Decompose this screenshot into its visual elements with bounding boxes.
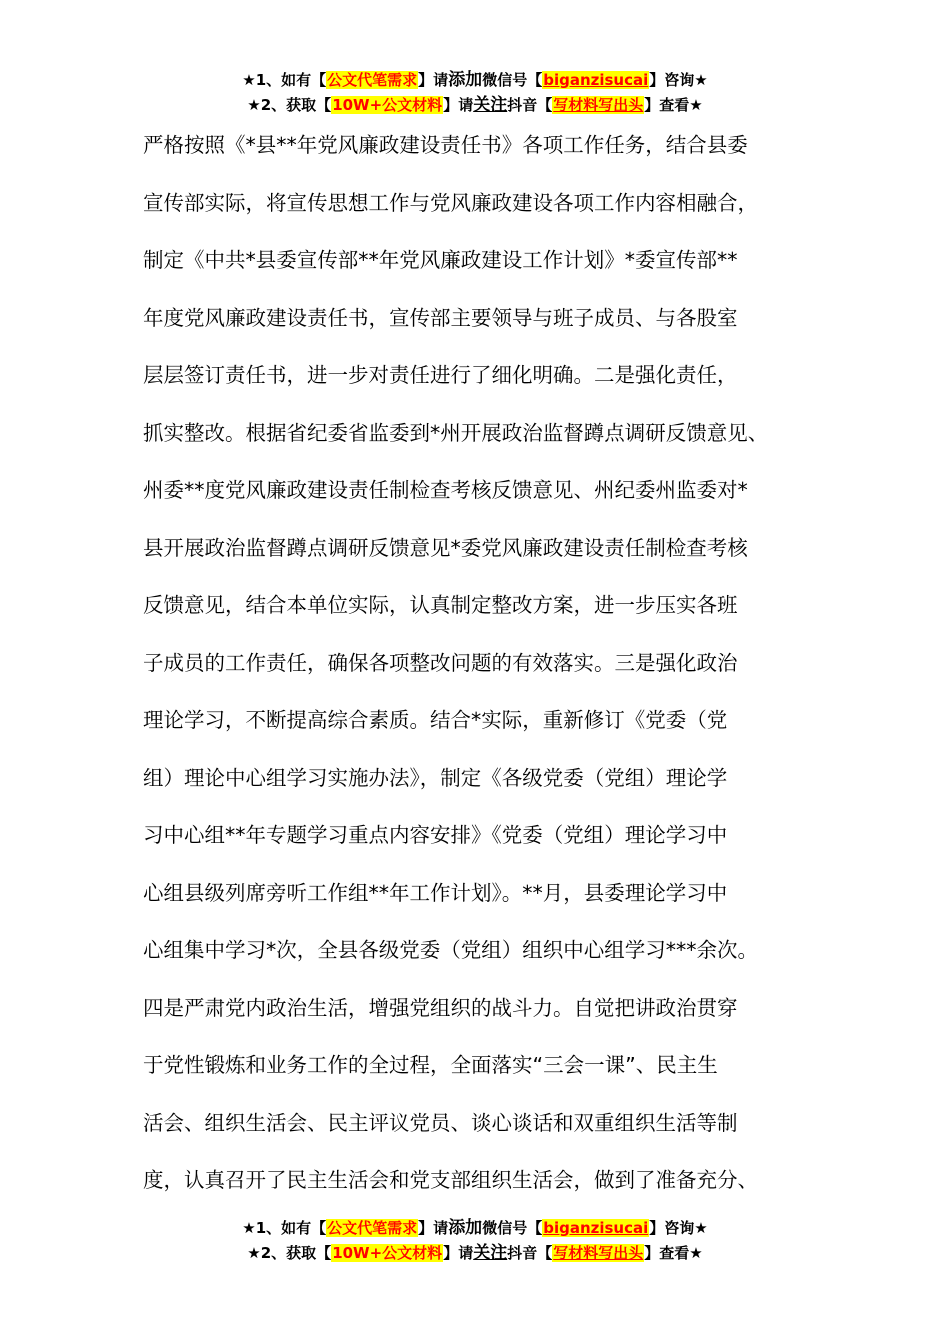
promo-highlight: 10W+公文材料 (332, 96, 443, 114)
body-line: 年度党风廉政建设责任书，宣传部主要领导与班子成员、与各股室 (143, 305, 738, 330)
star-icon: ★ (247, 1244, 261, 1262)
wechat-id-link[interactable]: biganzisucai (543, 71, 649, 89)
star-icon: ★ (242, 1219, 256, 1237)
body-line: 宣传部实际，将宣传思想工作与党风廉政建设各项工作内容相融合， (143, 190, 758, 215)
star-icon: ★ (247, 96, 261, 114)
promo-text: 】查看 (644, 1244, 690, 1262)
promo-text: 】请 (443, 96, 474, 114)
star-icon: ★ (689, 1244, 703, 1262)
promo-text: 2、获取【 (260, 96, 332, 114)
body-line: 理论学习，不断提高综合素质。结合*实际，重新修订《党委（党 (143, 708, 728, 732)
promo-text: 】请 (418, 1219, 449, 1237)
document-body (143, 126, 833, 1219)
body-line: 于党性锻炼和业务工作的全过程，全面落实“三会一课”、民主生 (143, 1053, 718, 1077)
body-line: 心组县级列席旁听工作组**年工作计划》。**月，县委理论学习中 (143, 880, 728, 905)
body-line: 抓实整改。根据省纪委省监委到*州开展政治监督蹲点调研反馈意见、 (143, 420, 769, 445)
body-line: 州委**度党风廉政建设责任制检查考核反馈意见、州纪委州监委对* (143, 478, 748, 502)
promo-text: 2、获取【 (260, 1244, 332, 1262)
promo-emphasis: 添加 (448, 70, 483, 90)
body-line: 严格按照《*县**年党风廉政建设责任书》各项工作任务，结合县委 (143, 133, 748, 157)
star-icon: ★ (694, 1219, 708, 1237)
promo-highlight: 公文代笔需求 (327, 1219, 418, 1237)
star-icon: ★ (689, 96, 703, 114)
body-line: 子成员的工作责任，确保各项整改问题的有效落实。三是强化政治 (143, 650, 738, 675)
body-line: 层层签订责任书，进一步对责任进行了细化明确。二是强化责任， (143, 363, 738, 387)
body-line: 度，认真召开了民主生活会和党支部组织生活会，做到了准备充分、 (143, 1168, 758, 1192)
promo-emphasis: 关注 (473, 95, 508, 115)
promo-line-2 (0, 93, 950, 118)
promo-highlight: 10W+公文材料 (332, 1244, 443, 1262)
body-line: 习中心组**年专题学习重点内容安排》《党委（党组）理论学习中 (143, 823, 728, 847)
wechat-id-link[interactable]: biganzisucai (543, 1219, 649, 1237)
douyin-account-link[interactable]: 写材料写出头 (553, 1244, 644, 1262)
star-icon: ★ (242, 71, 256, 89)
footer-promo-banner (0, 1216, 950, 1266)
promo-text: 】咨询 (649, 71, 695, 89)
body-line: 县开展政治监督蹲点调研反馈意见*委党风廉政建设责任制检查考核 (143, 535, 748, 560)
body-line: 四是严肃党内政治生活，增强党组织的战斗力。自觉把讲政治贯穿 (143, 995, 738, 1020)
promo-text: 】请 (418, 71, 449, 89)
body-line: 活会、组织生活会、民主评议党员、谈心谈话和双重组织生活等制 (143, 1110, 738, 1135)
promo-highlight: 公文代笔需求 (327, 71, 418, 89)
promo-text: 抖音【 (507, 96, 553, 114)
promo-text: 】咨询 (649, 1219, 695, 1237)
promo-emphasis: 关注 (473, 1243, 508, 1263)
star-icon: ★ (694, 71, 708, 89)
promo-line-2 (0, 1241, 950, 1266)
body-line: 制定《中共*县委宣传部**年党风廉政建设工作计划》*委宣传部** (143, 248, 738, 272)
promo-text: 1、如有【 (255, 1219, 327, 1237)
body-line: 组）理论中心组学习实施办法》，制定《各级党委（党组）理论学 (143, 765, 728, 790)
promo-line-1 (0, 1216, 950, 1241)
promo-line-1 (0, 68, 950, 93)
promo-text: 1、如有【 (255, 71, 327, 89)
promo-text: 抖音【 (507, 1244, 553, 1262)
body-line: 心组集中学习*次，全县各级党委（党组）组织中心组学习***余次。 (143, 938, 758, 962)
promo-emphasis: 添加 (448, 1218, 483, 1238)
body-line: 反馈意见，结合本单位实际，认真制定整改方案，进一步压实各班 (143, 593, 738, 617)
promo-text: 微信号【 (482, 71, 543, 89)
promo-text: 微信号【 (482, 1219, 543, 1237)
promo-text: 】查看 (644, 96, 690, 114)
douyin-account-link[interactable]: 写材料写出头 (553, 96, 644, 114)
promo-text: 】请 (443, 1244, 474, 1262)
header-promo-banner (0, 68, 950, 118)
